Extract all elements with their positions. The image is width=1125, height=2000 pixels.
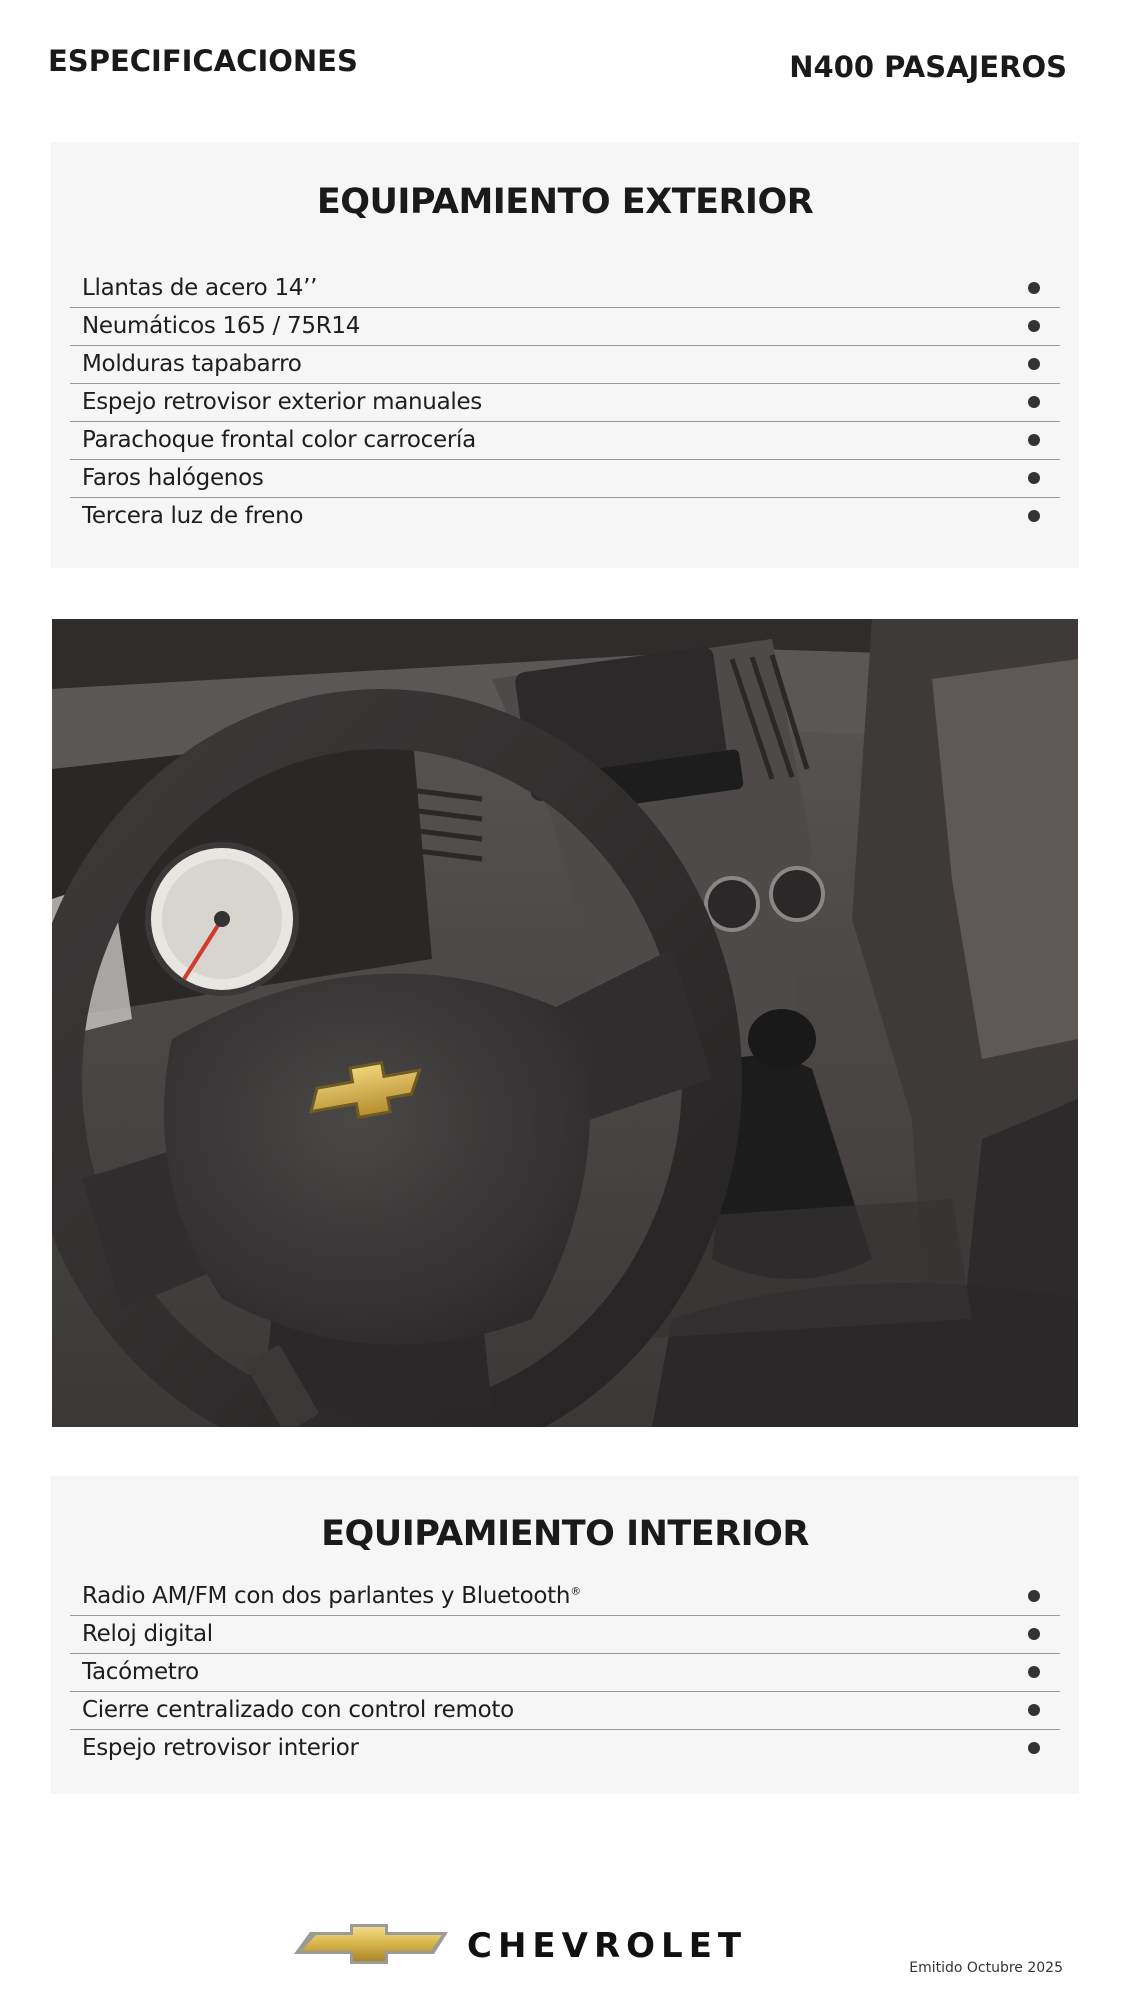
interior-equipment-panel <box>51 1476 1079 1794</box>
included-dot-icon <box>1028 358 1040 370</box>
spec-label: Espejo retrovisor exterior manuales <box>82 389 482 415</box>
interior-dashboard-photo <box>52 619 1078 1427</box>
spec-row <box>70 498 1060 536</box>
spec-label: Reloj digital <box>82 1621 213 1647</box>
spec-label: Cierre centralizado con control remoto <box>82 1697 514 1723</box>
header-model-title: N400 PASAJEROS <box>789 50 1067 84</box>
spec-label: Tacómetro <box>82 1659 199 1685</box>
included-dot-icon <box>1028 510 1040 522</box>
header-left-title: ESPECIFICACIONES <box>48 44 358 78</box>
spec-row <box>70 1730 1060 1768</box>
spec-row <box>70 1692 1060 1730</box>
spec-label: Parachoque frontal color carrocería <box>82 427 476 453</box>
spec-row <box>70 1654 1060 1692</box>
spec-label: Molduras tapabarro <box>82 351 302 377</box>
exterior-equipment-panel <box>51 142 1079 568</box>
interior-spec-list <box>70 1578 1060 1768</box>
included-dot-icon <box>1028 1590 1040 1602</box>
registered-mark: ® <box>570 1584 581 1598</box>
included-dot-icon <box>1028 472 1040 484</box>
issued-date: Emitido Octubre 2025 <box>909 1960 1063 1976</box>
spec-row <box>70 1578 1060 1616</box>
spec-label: Neumáticos 165 / 75R14 <box>82 313 361 339</box>
included-dot-icon <box>1028 1666 1040 1678</box>
chevrolet-bowtie-icon <box>292 1924 837 1964</box>
spec-row <box>70 422 1060 460</box>
spec-row <box>70 460 1060 498</box>
interior-section-title: EQUIPAMIENTO INTERIOR <box>321 1514 809 1554</box>
dashboard-illustration <box>52 619 1078 1427</box>
exterior-spec-list <box>70 270 1060 536</box>
spec-label: Faros halógenos <box>82 465 264 491</box>
spec-row <box>70 270 1060 308</box>
spec-row <box>70 346 1060 384</box>
exterior-section-title: EQUIPAMIENTO EXTERIOR <box>316 182 814 222</box>
included-dot-icon <box>1028 1628 1040 1640</box>
spec-label-text: Radio AM/FM con dos parlantes y Bluetooth <box>82 1583 571 1609</box>
spec-row <box>70 384 1060 422</box>
included-dot-icon <box>1028 396 1040 408</box>
included-dot-icon <box>1028 282 1040 294</box>
included-dot-icon <box>1028 320 1040 332</box>
spec-label <box>82 1583 581 1609</box>
spec-label: Llantas de acero 14’’ <box>82 275 318 301</box>
spec-row <box>70 1616 1060 1654</box>
chevrolet-wordmark: CHEVROLET <box>467 1926 748 1964</box>
spec-label: Espejo retrovisor interior <box>82 1735 359 1761</box>
chevrolet-logo <box>292 1924 837 1964</box>
spec-row <box>70 308 1060 346</box>
included-dot-icon <box>1028 1742 1040 1754</box>
included-dot-icon <box>1028 434 1040 446</box>
spec-label: Tercera luz de freno <box>82 503 304 529</box>
included-dot-icon <box>1028 1704 1040 1716</box>
